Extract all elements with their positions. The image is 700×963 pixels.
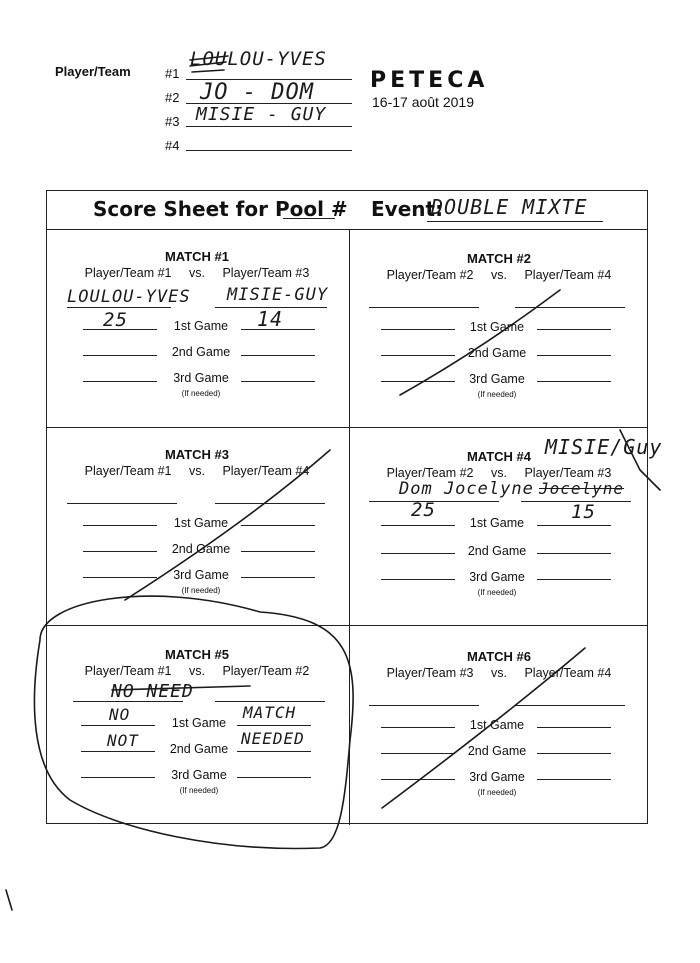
match-4-g1-left: 25	[411, 499, 436, 521]
match-1-left-name: LOULOU-YVES	[67, 287, 191, 307]
event-dates: 16-17 août 2019	[372, 94, 474, 110]
team-slot-3-number: #3	[165, 114, 180, 129]
match-2-game1-label: 1st Game	[469, 320, 525, 334]
match-2-if-needed: (If needed)	[477, 390, 517, 399]
match-2-slash	[400, 290, 560, 395]
match-5-right-team: Player/Team #2	[222, 664, 310, 678]
team-slot-4-number: #4	[165, 138, 180, 153]
match-3-left-team: Player/Team #1	[84, 464, 172, 478]
match-5-game2-label: 2nd Game	[169, 742, 229, 756]
match-5-title: MATCH #5	[164, 647, 230, 662]
team-slot-3-value: MISIE - GUY	[196, 104, 327, 125]
peteca-logo: PETECA	[370, 68, 489, 93]
match-1-game3-label: 3rd Game	[173, 371, 229, 385]
match-6-title: MATCH #6	[466, 649, 532, 664]
match-4-right-team: Player/Team #3	[524, 466, 612, 480]
match-4-note: MISIE/Guy	[545, 435, 663, 459]
match-3-right-team: Player/Team #4	[222, 464, 310, 478]
match-5-vs: vs.	[189, 664, 205, 678]
match-5-game1-label: 1st Game	[171, 716, 227, 730]
match-1-game2-label: 2nd Game	[171, 345, 231, 359]
match-1-g1-left: 25	[103, 309, 128, 331]
match-2-game2-label: 2nd Game	[467, 346, 527, 360]
match-3-slash	[125, 450, 330, 600]
team-slot-1-value: LOULOU-YVES	[190, 48, 327, 70]
match-4-game1-label: 1st Game	[469, 516, 525, 530]
player-team-label: Player/Team	[55, 64, 131, 79]
match-4-vs: vs.	[491, 466, 507, 480]
match-4-left-name: Dom Jocelyne	[399, 479, 534, 499]
match-6-game1-label: 1st Game	[469, 718, 525, 732]
match-5-strike	[112, 686, 250, 690]
match-2-title: MATCH #2	[466, 251, 532, 266]
match-6-vs: vs.	[491, 666, 507, 680]
match-6-if-needed: (If needed)	[477, 788, 517, 797]
match-2-left-team: Player/Team #2	[386, 268, 474, 282]
match-6-right-team: Player/Team #4	[524, 666, 612, 680]
match-1-left-team: Player/Team #1	[84, 266, 172, 280]
match-4-title: MATCH #4	[466, 449, 532, 464]
match-5-g1-left: NO	[109, 705, 131, 724]
match-4-game3-label: 3rd Game	[469, 570, 525, 584]
event-value: DOUBLE MIXTE	[431, 195, 588, 219]
match-4-note-strokes	[620, 430, 660, 490]
team-slot-1-number: #1	[165, 66, 180, 81]
match-5-loop	[34, 596, 353, 848]
match-3-game3-label: 3rd Game	[173, 568, 229, 582]
match-1-game1-label: 1st Game	[173, 319, 229, 333]
match-6-game2-label: 2nd Game	[467, 744, 527, 758]
team-slot-2-value: JO - DOM	[200, 80, 314, 105]
team-slot-2-number: #2	[165, 90, 180, 105]
match-5-g1-right: MATCH	[243, 703, 297, 722]
match-2-right-team: Player/Team #4	[524, 268, 612, 282]
match-6-left-team: Player/Team #3	[386, 666, 474, 680]
match-5-game3-label: 3rd Game	[171, 768, 227, 782]
match-3-if-needed: (If needed)	[181, 586, 221, 595]
match-1-if-needed: (If needed)	[181, 389, 221, 398]
match-1-title: MATCH #1	[164, 249, 230, 264]
match-4-game2-label: 2nd Game	[467, 544, 527, 558]
stray-mark-1	[6, 890, 12, 910]
match-1-vs: vs.	[189, 266, 205, 280]
event-label: Event:	[371, 197, 444, 221]
match-6-slash	[382, 648, 585, 808]
match-5-g2-left: NOT	[107, 731, 139, 750]
match-3-title: MATCH #3	[164, 447, 230, 462]
match-6-game3-label: 3rd Game	[469, 770, 525, 784]
match-3-game2-label: 2nd Game	[171, 542, 231, 556]
match-2-game3-label: 3rd Game	[469, 372, 525, 386]
match-2-vs: vs.	[491, 268, 507, 282]
match-4-if-needed: (If needed)	[477, 588, 517, 597]
match-1-g1-right: 14	[257, 307, 284, 331]
match-3-game1-label: 1st Game	[173, 516, 229, 530]
match-3-vs: vs.	[189, 464, 205, 478]
match-4-g1-right: 15	[571, 501, 596, 523]
match-5-if-needed: (If needed)	[179, 786, 219, 795]
match-1-right-team: Player/Team #3	[222, 266, 310, 280]
match-5-left-team: Player/Team #1	[84, 664, 172, 678]
pool-title: Score Sheet for Pool #	[93, 197, 348, 221]
match-4-right-name: Jocelyne	[539, 479, 625, 498]
match-5-g2-right: NEEDED	[241, 729, 305, 748]
team-1-scribble	[190, 56, 228, 72]
match-4-left-team: Player/Team #2	[386, 466, 474, 480]
match-5-left-name: NO NEED	[111, 681, 194, 702]
match-1-right-name: MISIE-GUY	[227, 285, 329, 305]
